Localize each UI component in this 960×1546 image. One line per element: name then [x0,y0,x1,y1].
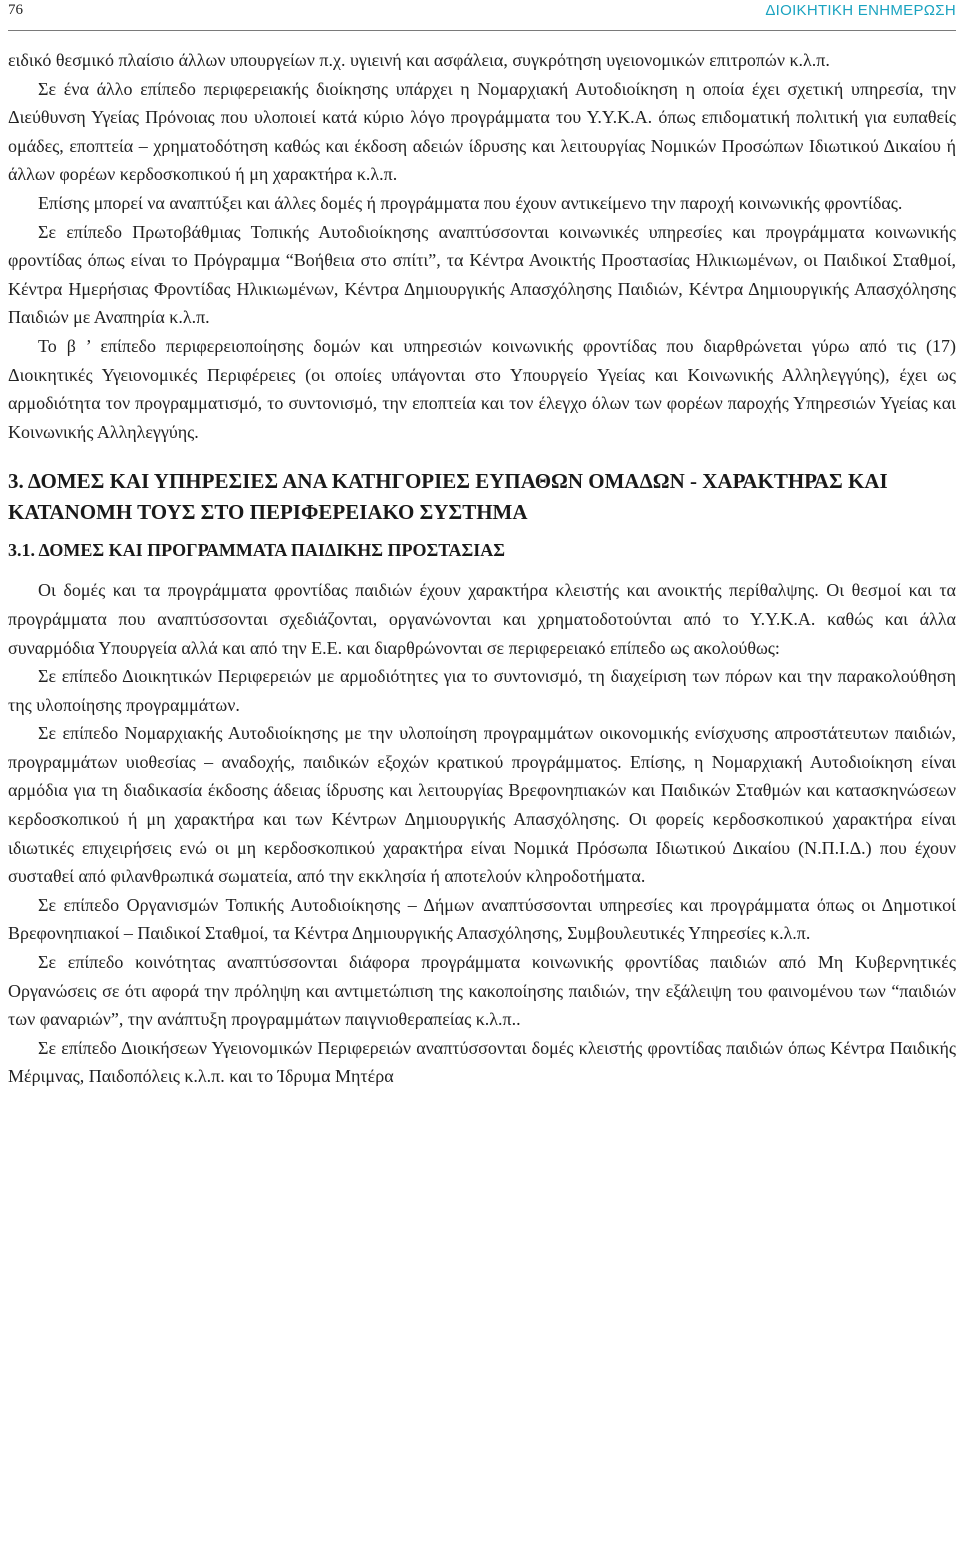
paragraph: Επίσης μπορεί να αναπτύξει και άλλες δομές ή προγράμματα που έχουν αντικείμενο την παροχή κοινωνικής φροντίδας. [38,192,903,213]
paragraph: Σε επίπεδο Διοικητικών Περιφερειών με αρμοδιότητες για το συντονισμό, τη διαχείριση των πόρων και την παρακολούθηση της υλοποίησης προγραμμάτων. [8,666,956,715]
paragraph: ειδικό θεσμικό πλαίσιο άλλων υπουργείων π.χ. υγιεινή και ασφάλεια, συγκρότηση υγειονομικών επιτροπών κ.λ.π. [8,50,830,70]
paragraph: Το β ’ επίπεδο περιφερειοποίησης δομών και υπηρεσιών κοινωνικής φροντίδας που διαρθρώνεται γύρω από τις (17) Διοικητικές Υγειονομικές Περιφέρειες (οι οποίες υπάγονται στο Υπουργείο Υγείας και Κοινωνικής Αλληλεγγύης), έχει ως αρμοδιότητα τον προγραμματισμό, το συντονισμό, την εποπτεία και τον έλεγχο όλων των φορέων παροχής Υπηρεσιών Υγείας και Κοινωνικής Αλληλεγγύης. [8,335,956,442]
page-number: 76 [8,2,23,18]
subsection-heading: 3.1. ΔΟΜΕΣ ΚΑΙ ΠΡΟΓΡΑΜΜΑΤΑ ΠΑΙΔΙΚΗΣ ΠΡΟΣΤΑΣΙΑΣ [8,540,506,561]
paragraph: Σε επίπεδο Οργανισμών Τοπικής Αυτοδιοίκησης – Δήμων αναπτύσσονται υπηρεσίες και προγράμματα όπως οι Δημοτικοί Βρεφονηπιακοί – Παιδικοί Σταθμοί, τα Κέντρα Δημιουργικής Απασχόλησης, Συμβουλευτικές Υπηρεσίες κ.λ.π. [8,894,956,944]
paragraph: Σε επίπεδο Νομαρχιακής Αυτοδιοίκησης με την υλοποίηση προγραμμάτων οικονομικής ενίσχυσης απροστάτευτων παιδιών, προγραμμάτων υιοθεσίας – αναδοχής, παιδικών εξοχών κρατικού προγράμματος. Επίσης, η Νομαρχιακή Αυτοδιοίκηση είναι αρμόδια για τη διαδικασία έκδοσης άδειας ίδρυσης και λειτουργίας Βρεφονηπιακών και Παιδικών Σταθμών και κατασκηνώσεων κερδοσκοπικού ή μη χαρακτήρα και των Κέντρων Δημιουργικής Απασχόλησης. Οι φορείς κερδοσκοπικού χαρακτήρα είναι ιδιωτικές επιχειρήσεις ενώ οι μη κερδοσκοπικού χαρακτήρα είναι Νομικά Πρόσωπα Ιδιωτικού Δικαίου (Ν.Π.Ι.Δ.) που έχουν συσταθεί από φιλανθρωπικά σωματεία, από την εκκλησία ή αποτελούν κληροδοτήματα. [8,723,956,887]
section-heading: 3. ΔΟΜΕΣ ΚΑΙ ΥΠΗΡΕΣΙΕΣ ΑΝΑ ΚΑΤΗΓΟΡΙΕΣ ΕΥΠΑΘΩΝ ΟΜΑΔΩΝ - ΧΑΡΑΚΤΗΡΑΣ ΚΑΙ ΚΑΤΑΝΟΜΗ ΤΟΥΣ ΣΤΟ ΠΕΡΙΦΕΡΕΙΑΚΟ ΣΥΣΤΗΜΑ [8,469,888,525]
page-content [8,46,956,1091]
paragraph: Σε επίπεδο Διοικήσεων Υγειονομικών Περιφερειών αναπτύσσονται δομές κλειστής φροντίδας παιδιών όπως Κέντρα Παιδικής Μέριμνας, Παιδοπόλεις κ.λ.π. και το Ίδρυμα Μητέρα [8,1037,956,1087]
running-header-title: ΔΙΟΙΚΗΤΙΚΗ ΕΝΗΜΕΡΩΣΗ [765,2,956,19]
paragraph: Οι δομές και τα προγράμματα φροντίδας παιδιών έχουν χαρακτήρα κλειστής και ανοικτής περίθαλψης. Οι θεσμοί και τα προγράμματα που αναπτύσσονται σχεδιάζονται, οργανώνονται και χρηματοδοτούνται από το Υ.Υ.Κ.Α. καθώς και άλλα συναρμόδια Υπουργεία αλλά και από την Ε.Ε. και διαρθρώνονται σε περιφερειακό επίπεδο ως ακολούθως: [8,580,956,658]
paragraph: Σε ένα άλλο επίπεδο περιφερειακής διοίκησης υπάρχει η Νομαρχιακή Αυτοδιοίκηση η οποία έχει σχετική υπηρεσία, την Διεύθυνση Υγείας Πρόνοιας που υλοποιεί κατά κύριο λόγο προγράμματα του Υ.Υ.Κ.Α. όπως επιδοματική πολιτική για ευπαθείς ομάδες, εποπτεία – χρηματοδότηση καθώς και έκδοση αδειών ίδρυσης και λειτουργίας Νομικών Προσώπων Ιδιωτικού Δικαίου ή άλλων φορέων κερδοσκοπικού ή μη χαρακτήρα κ.λ.π. [8,78,956,185]
running-header [8,2,956,31]
paragraph: Σε επίπεδο Πρωτοβάθμιας Τοπικής Αυτοδιοίκησης αναπτύσσονται κοινωνικές υπηρεσίες και προγράμματα κοινωνικής φροντίδας όπως είναι το Πρόγραμμα “Βοήθεια στο σπίτι”, τα Κέντρα Ανοικτής Προστασίας Ηλικιωμένων, οι Παιδικοί Σταθμοί, Κέντρα Ημερήσιας Φροντίδας Ηλικιωμένων, Κέντρα Δημιουργικής Απασχόλησης Παιδιών, Κέντρα Δημιουργικής Απασχόλησης Παιδιών με Αναπηρία κ.λ.π. [8,221,956,328]
paragraph: Σε επίπεδο κοινότητας αναπτύσσονται διάφορα προγράμματα κοινωνικής φροντίδας παιδιών από Μη Κυβερνητικές Οργανώσεις σε ότι αφορά την πρόληψη και αντιμετώπιση της κακοποίησης παιδιών, την εξάλειψη του φαινομένου των “παιδιών των φαναριών”, την ανάπτυξη προγραμμάτων παιγνιοθεραπείας κ.λ.π.. [8,952,956,1030]
